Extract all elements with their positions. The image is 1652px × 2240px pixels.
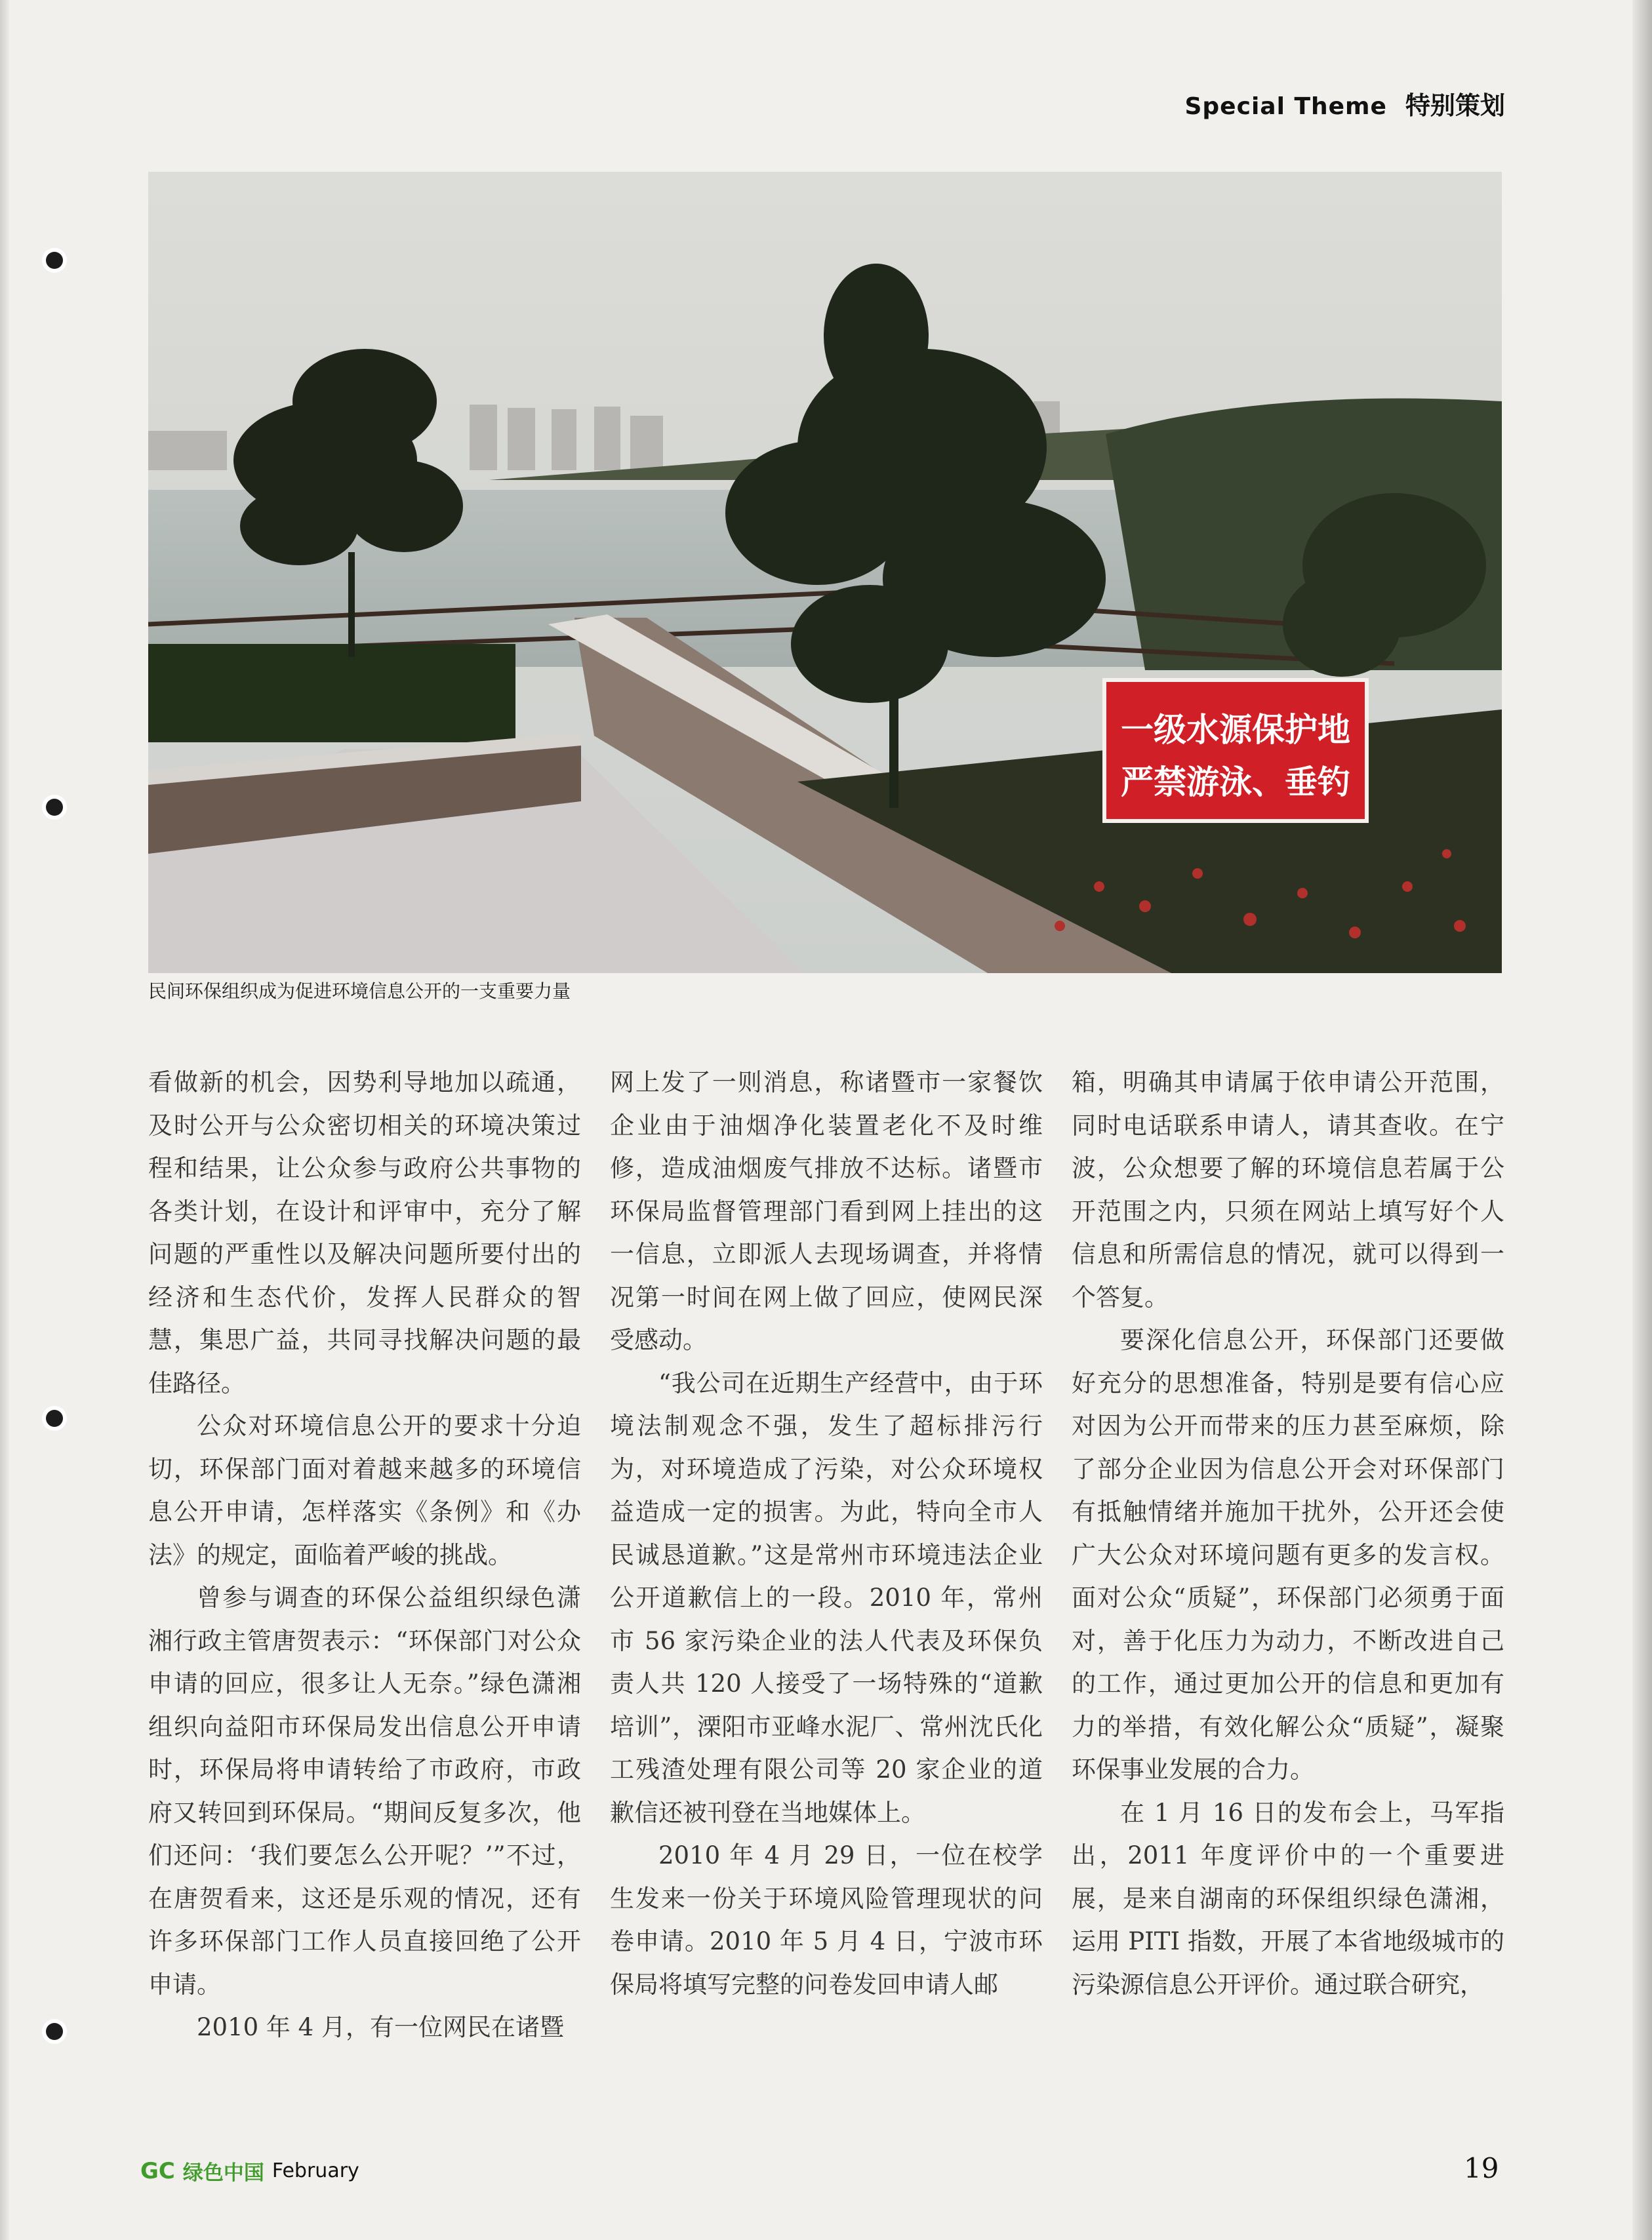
sign-line-1: 一级水源保护地 xyxy=(1121,711,1350,749)
binder-hole xyxy=(46,252,63,269)
section-header xyxy=(1184,85,1505,121)
paragraph: 曾参与调查的环保公益组织绿色潇湘行政主管唐贺表示：“环保部门对公众申请的回应，很多让人无奈。”绿色潇湘组织向益阳市环保局发出信息公开申请时，环保局将申请转给了市政府，市政府又转回到环保局。“期间反复多次，他们还问：‘我们要怎么公开呢？’”不过，在唐贺看来，这还是乐观的情况，还有许多环保部门工作人员直接回绝了公开申请。 xyxy=(148,1584,581,1999)
binder-hole xyxy=(46,1410,63,1427)
sign-line-2: 严禁游泳、垂钓 xyxy=(1121,763,1350,801)
text-column-1 xyxy=(148,1061,581,2049)
paragraph: 看做新的机会，因势利导地加以疏通，及时公开与公众密切相关的环境决策过程和结果，让公众参与政府公共事物的各类计划，在设计和评审中，充分了解问题的严重性以及解决问题所要付出的经济和生态代价，发挥人民群众的智慧，集思广益，共同寻找解决问题的最佳路径。 xyxy=(148,1068,581,1397)
text-column-2 xyxy=(610,1061,1043,2006)
page-right-edge xyxy=(1632,0,1652,2240)
paragraph: “我公司在近期生产经营中，由于环境法制观念不强，发生了超标排污行为，对环境造成了污染，对公众环境权益造成一定的损害。为此，特向全市人民诚恳道歉。”这是常州市环境违法企业公开道歉信上的一段。2010 年，常州市 56 家污染企业的法人代表及环保负责人共 120 人接受了一场特殊的“道歉培训”，溧阳市亚峰水泥厂、常州沈氏化工残渣处理有限公司等 20 家企业的道歉信还被刊登在当地媒体上。 xyxy=(610,1369,1043,1827)
warning-sign xyxy=(1104,680,1367,821)
photo-scene xyxy=(148,172,1502,973)
paragraph: 要深化信息公开，环保部门还要做好充分的思想准备，特别是要有信心应对因为公开而带来的压力甚至麻烦，除了部分企业因为信息公开会对环保部门有抵触情绪并施加干扰外，公开还会使广大公众对环境问题有更多的发言权。面对公众“质疑”，环保部门必须勇于面对，善于化压力为动力，不断改进自己的工作，通过更加公开的信息和更加有力的举措，有效化解公众“质疑”，凝聚环保事业发展的合力。 xyxy=(1072,1326,1504,1784)
binder-hole xyxy=(46,2023,63,2040)
article-photo xyxy=(148,172,1502,973)
issue-month: February xyxy=(272,2159,359,2182)
page-number: 19 xyxy=(1464,2152,1499,2184)
paragraph: 公众对环境信息公开的要求十分迫切，环保部门面对着越来越多的环境信息公开申请，怎样落实《条例》和《办法》的规定，面临着严峻的挑战。 xyxy=(148,1412,581,1569)
paragraph: 网上发了一则消息，称诸暨市一家餐饮企业由于油烟净化装置老化不及时维修，造成油烟废气排放不达标。诸暨市环保局监督管理部门看到网上挂出的这一信息，立即派人去现场调查，并将情况第一时间在网上做了回应，使网民深受感动。 xyxy=(610,1068,1043,1354)
magazine-logo: GC xyxy=(140,2157,175,2184)
section-header-cn: 特别策划 xyxy=(1405,91,1505,120)
binder-hole xyxy=(46,799,63,816)
paragraph: 箱，明确其申请属于依申请公开范围，同时电话联系申请人，请其查收。在宁波，公众想要了解的环境信息若属于公开范围之内，只须在网站上填写好个人信息和所需信息的情况，就可以得到一个答复。 xyxy=(1072,1068,1504,1311)
magazine-name: 绿色中国 xyxy=(182,2161,264,2185)
section-header-en: Special Theme xyxy=(1184,93,1387,120)
paragraph: 在 1 月 16 日的发布会上，马军指出，2011 年度评价中的一个重要进展，是来自湖南的环保组织绿色潇湘，运用 PITI 指数，开展了本省地级城市的污染源信息公开评价。通过联合研究， xyxy=(1072,1798,1504,1999)
text-column-3 xyxy=(1072,1061,1504,2006)
page-binder-edge xyxy=(0,0,9,2240)
photo-caption: 民间环保组织成为促进环境信息公开的一支重要力量 xyxy=(148,980,571,1002)
paragraph: 2010 年 4 月，有一位网民在诸暨 xyxy=(197,2013,564,2041)
page-footer xyxy=(140,2156,359,2186)
paragraph: 2010 年 4 月 29 日，一位在校学生发来一份关于环境风险管理现状的问卷申请。2010 年 5 月 4 日，宁波市环保局将填写完整的问卷发回申请人邮 xyxy=(610,1841,1043,1999)
